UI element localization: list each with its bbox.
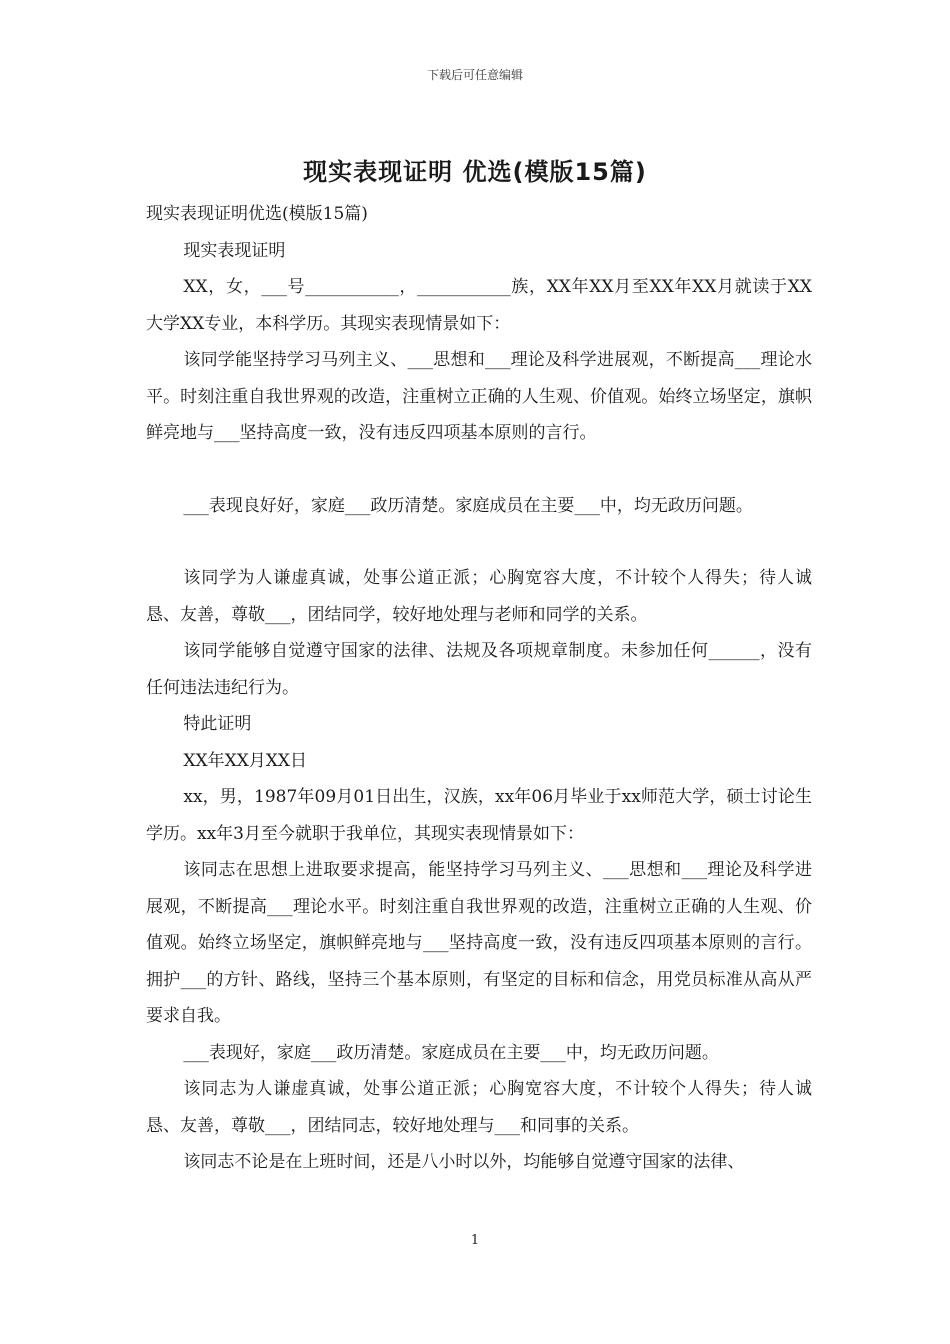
blank-line	[146, 524, 812, 560]
subtitle-line: 现实表现证明优选(模版15篇)	[146, 204, 368, 224]
paragraph: 该同志不论是在上班时间，还是八小时以外，均能够自觉遵守国家的法律、	[183, 1152, 745, 1172]
page-header: 下载后可任意编辑	[426, 68, 523, 82]
paragraph: 该同学能够自觉遵守国家的法律、法规及各项规章制度。未参加任何______，没有任何违法违纪行为。	[146, 641, 812, 698]
document-body	[146, 196, 812, 1181]
blank-line	[146, 452, 812, 488]
paragraph: XX，女，___号___________，___________族，XX年XX月至XX年XX月就读于XX大学XX专业，本科学历。其现实表现情景如下：	[146, 277, 812, 334]
page-number: 1	[470, 1233, 480, 1248]
document-title: 现实表现证明 优选(模版15篇)	[303, 158, 647, 186]
section-heading: 现实表现证明	[183, 240, 286, 261]
paragraph: 该同学能坚持学习马列主义、___思想和___理论及科学进展观，不断提高___理论水平。时刻注重自我世界观的改造，注重树立正确的人生观、价值观。始终立场坚定，旗帜鲜亮地与___坚持高度一致，没有违反四项基本原则的言行。	[146, 350, 812, 443]
paragraph: ___表现良好好，家庭___政历清楚。家庭成员在主要___中，均无政历问题。	[183, 495, 753, 516]
paragraph: 该同志为人谦虚真诚，处事公道正派；心胸宽容大度，不计较个人得失；待人诚恳、友善，尊敬___，团结同志，较好地处理与___和同事的关系。	[146, 1079, 812, 1136]
closing-line: 特此证明	[183, 714, 252, 734]
date-line: XX年XX月XX日	[183, 750, 308, 771]
paragraph: 该同志在思想上进取要求提高，能坚持学习马列主义、___思想和___理论及科学进展观，不断提高___理论水平。时刻注重自我世界观的改造，注重树立正确的人生观、价值观。始终立场坚定，旗帜鲜亮地与___坚持高度一致，没有违反四项基本原则的言行。拥护___的方针、路线，坚持三个基本原则，有坚定的目标和信念，用党员标准从高从严要求自我。	[146, 860, 812, 1026]
paragraph: ___表现好，家庭___政历清楚。家庭成员在主要___中，均无政历问题。	[183, 1042, 719, 1063]
paragraph: 该同学为人谦虚真诚，处事公道正派；心胸宽容大度，不计较个人得失；待人诚恳、友善，尊敬___，团结同学，较好地处理与老师和同学的关系。	[146, 568, 812, 625]
paragraph: xx，男，1987年09月01日出生，汉族，xx年06月毕业于xx师范大学，硕士讨论生学历。xx年3月至今就职于我单位，其现实表现情景如下：	[146, 787, 812, 844]
